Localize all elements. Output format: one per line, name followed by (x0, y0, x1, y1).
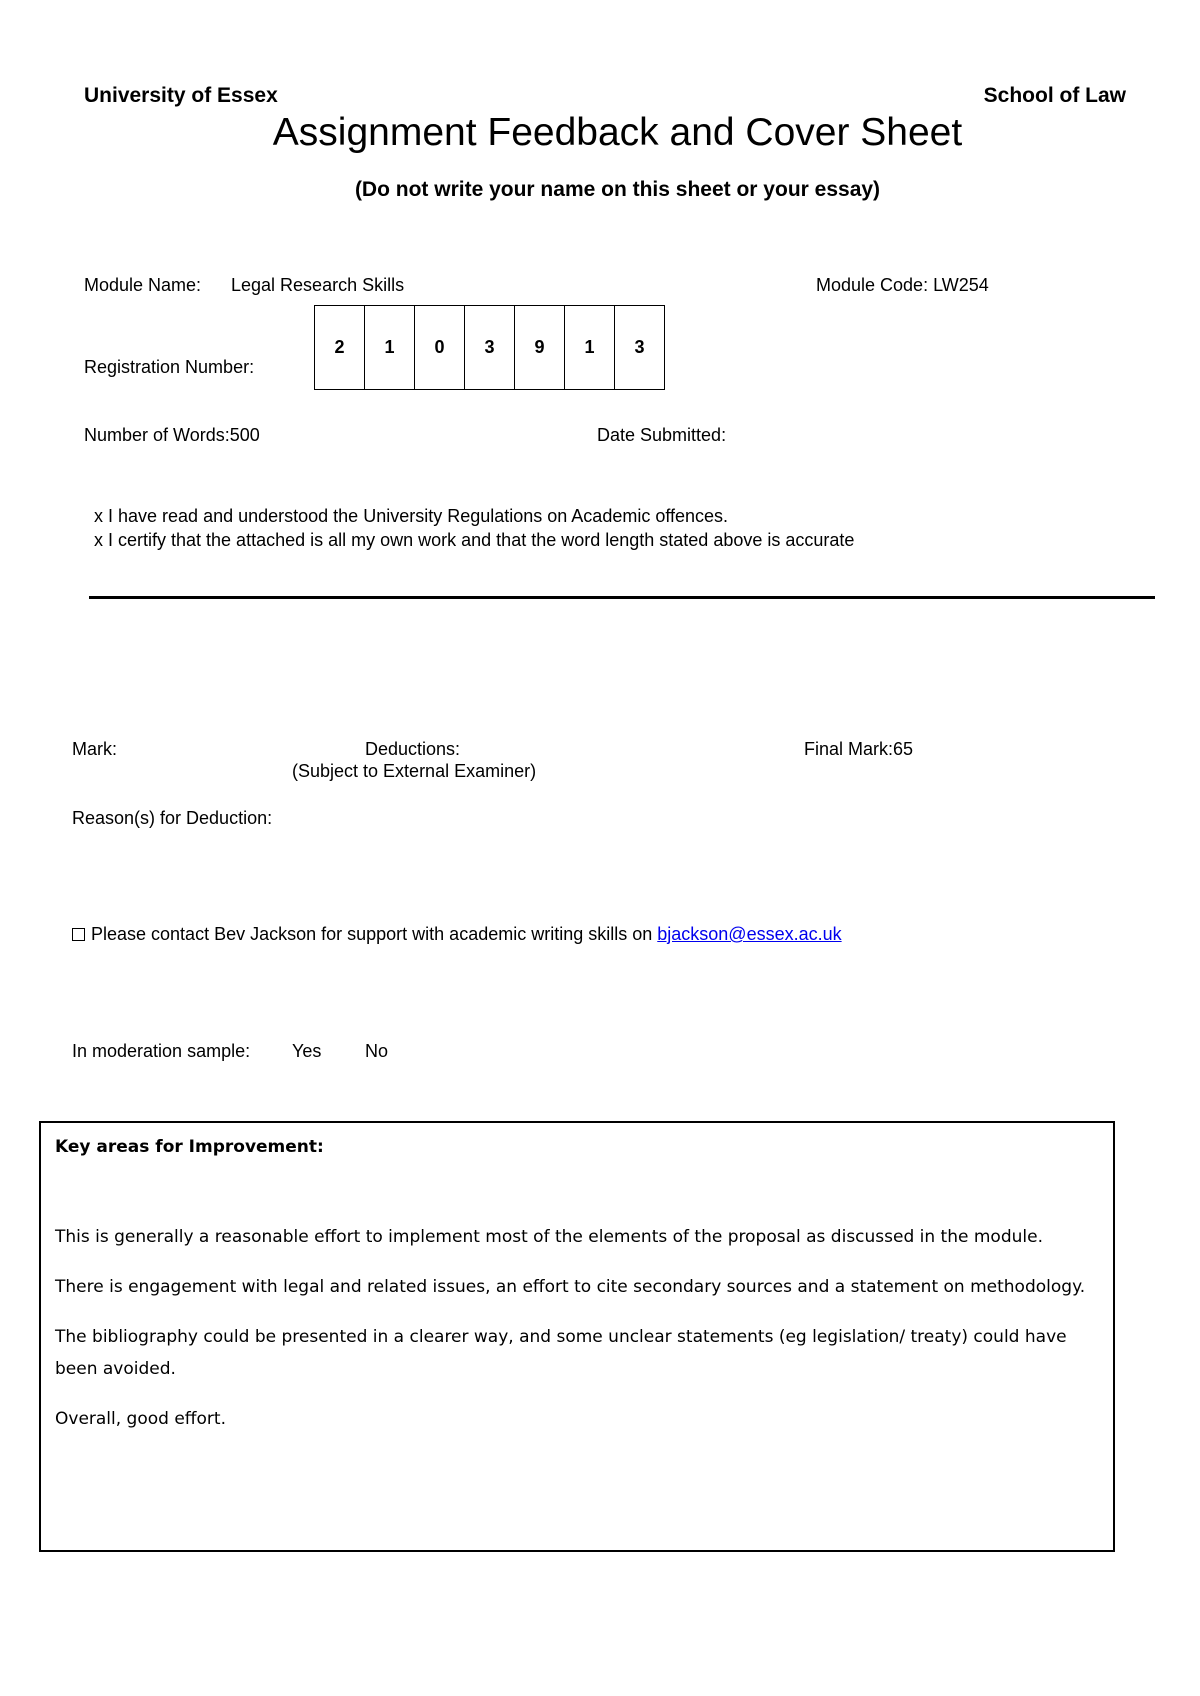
registration-digit: 3 (615, 306, 665, 389)
registration-number-label: Registration Number: (84, 357, 255, 377)
registration-digit: 9 (515, 306, 565, 389)
registration-digit: 1 (565, 306, 615, 389)
support-text: Please contact Bev Jackson for support with academic writing skills on (91, 924, 658, 944)
deductions-label: Deductions: (365, 739, 461, 759)
feedback-spacer (55, 1159, 1101, 1221)
reasons-for-deduction-label: Reason(s) for Deduction: (72, 808, 273, 828)
support-note (72, 924, 842, 945)
declaration-regulations: x I have read and understood the University Regulations on Academic offences. (94, 506, 729, 526)
feedback-paragraph: This is generally a reasonable effort to implement most of the elements of the proposal as discussed in the module. (55, 1227, 1043, 1247)
word-count-value: 500 (229, 425, 260, 445)
section-divider (89, 596, 1155, 599)
word-count (84, 425, 260, 446)
date-submitted (597, 425, 726, 446)
support-email-link[interactable]: bjackson@essex.ac.uk (657, 924, 842, 944)
module-code (816, 275, 989, 296)
module-name-value: Legal Research Skills (231, 275, 405, 295)
module-code-label: Module Code: (816, 275, 929, 295)
deductions-note: (Subject to External Examiner) (292, 761, 537, 781)
final-mark (804, 739, 913, 760)
module-code-value: LW254 (933, 275, 989, 295)
feedback-paragraph: Overall, good effort. (55, 1409, 226, 1429)
mark-label: Mark: (72, 739, 117, 759)
moderation-label: In moderation sample: (72, 1041, 251, 1061)
module-name-label: Module Name: (84, 275, 202, 295)
support-checkbox[interactable] (72, 928, 85, 941)
registration-digit: 1 (365, 306, 415, 389)
feedback-paragraph: There is engagement with legal and related issues, an effort to cite secondary sources and a statement on methodology. (55, 1277, 1086, 1297)
registration-digit: 2 (315, 306, 365, 389)
feedback-heading: Key areas for Improvement: (55, 1137, 324, 1157)
declaration-own-work: x I certify that the attached is all my own work and that the word length stated above is accurate (94, 530, 855, 550)
moderation-yes[interactable]: Yes (292, 1041, 322, 1061)
moderation-no[interactable]: No (365, 1041, 389, 1061)
feedback-box (39, 1121, 1115, 1552)
school-name: School of Law (983, 84, 1126, 107)
page-subtitle: (Do not write your name on this sheet or your essay) (354, 178, 881, 201)
date-submitted-label: Date Submitted: (597, 425, 727, 445)
registration-digit: 3 (465, 306, 515, 389)
registration-digit: 0 (415, 306, 465, 389)
final-mark-label: Final Mark: (804, 739, 894, 759)
feedback-paragraph: The bibliography could be presented in a clearer way, and some unclear statements (eg legislation/ treaty) could have been avoided. (55, 1327, 1067, 1379)
page-title: Assignment Feedback and Cover Sheet (272, 111, 963, 154)
final-mark-value: 65 (893, 739, 914, 759)
word-count-label: Number of Words: (84, 425, 230, 445)
registration-number-boxes (314, 305, 665, 390)
university-name: University of Essex (84, 84, 278, 107)
mark (72, 739, 117, 760)
